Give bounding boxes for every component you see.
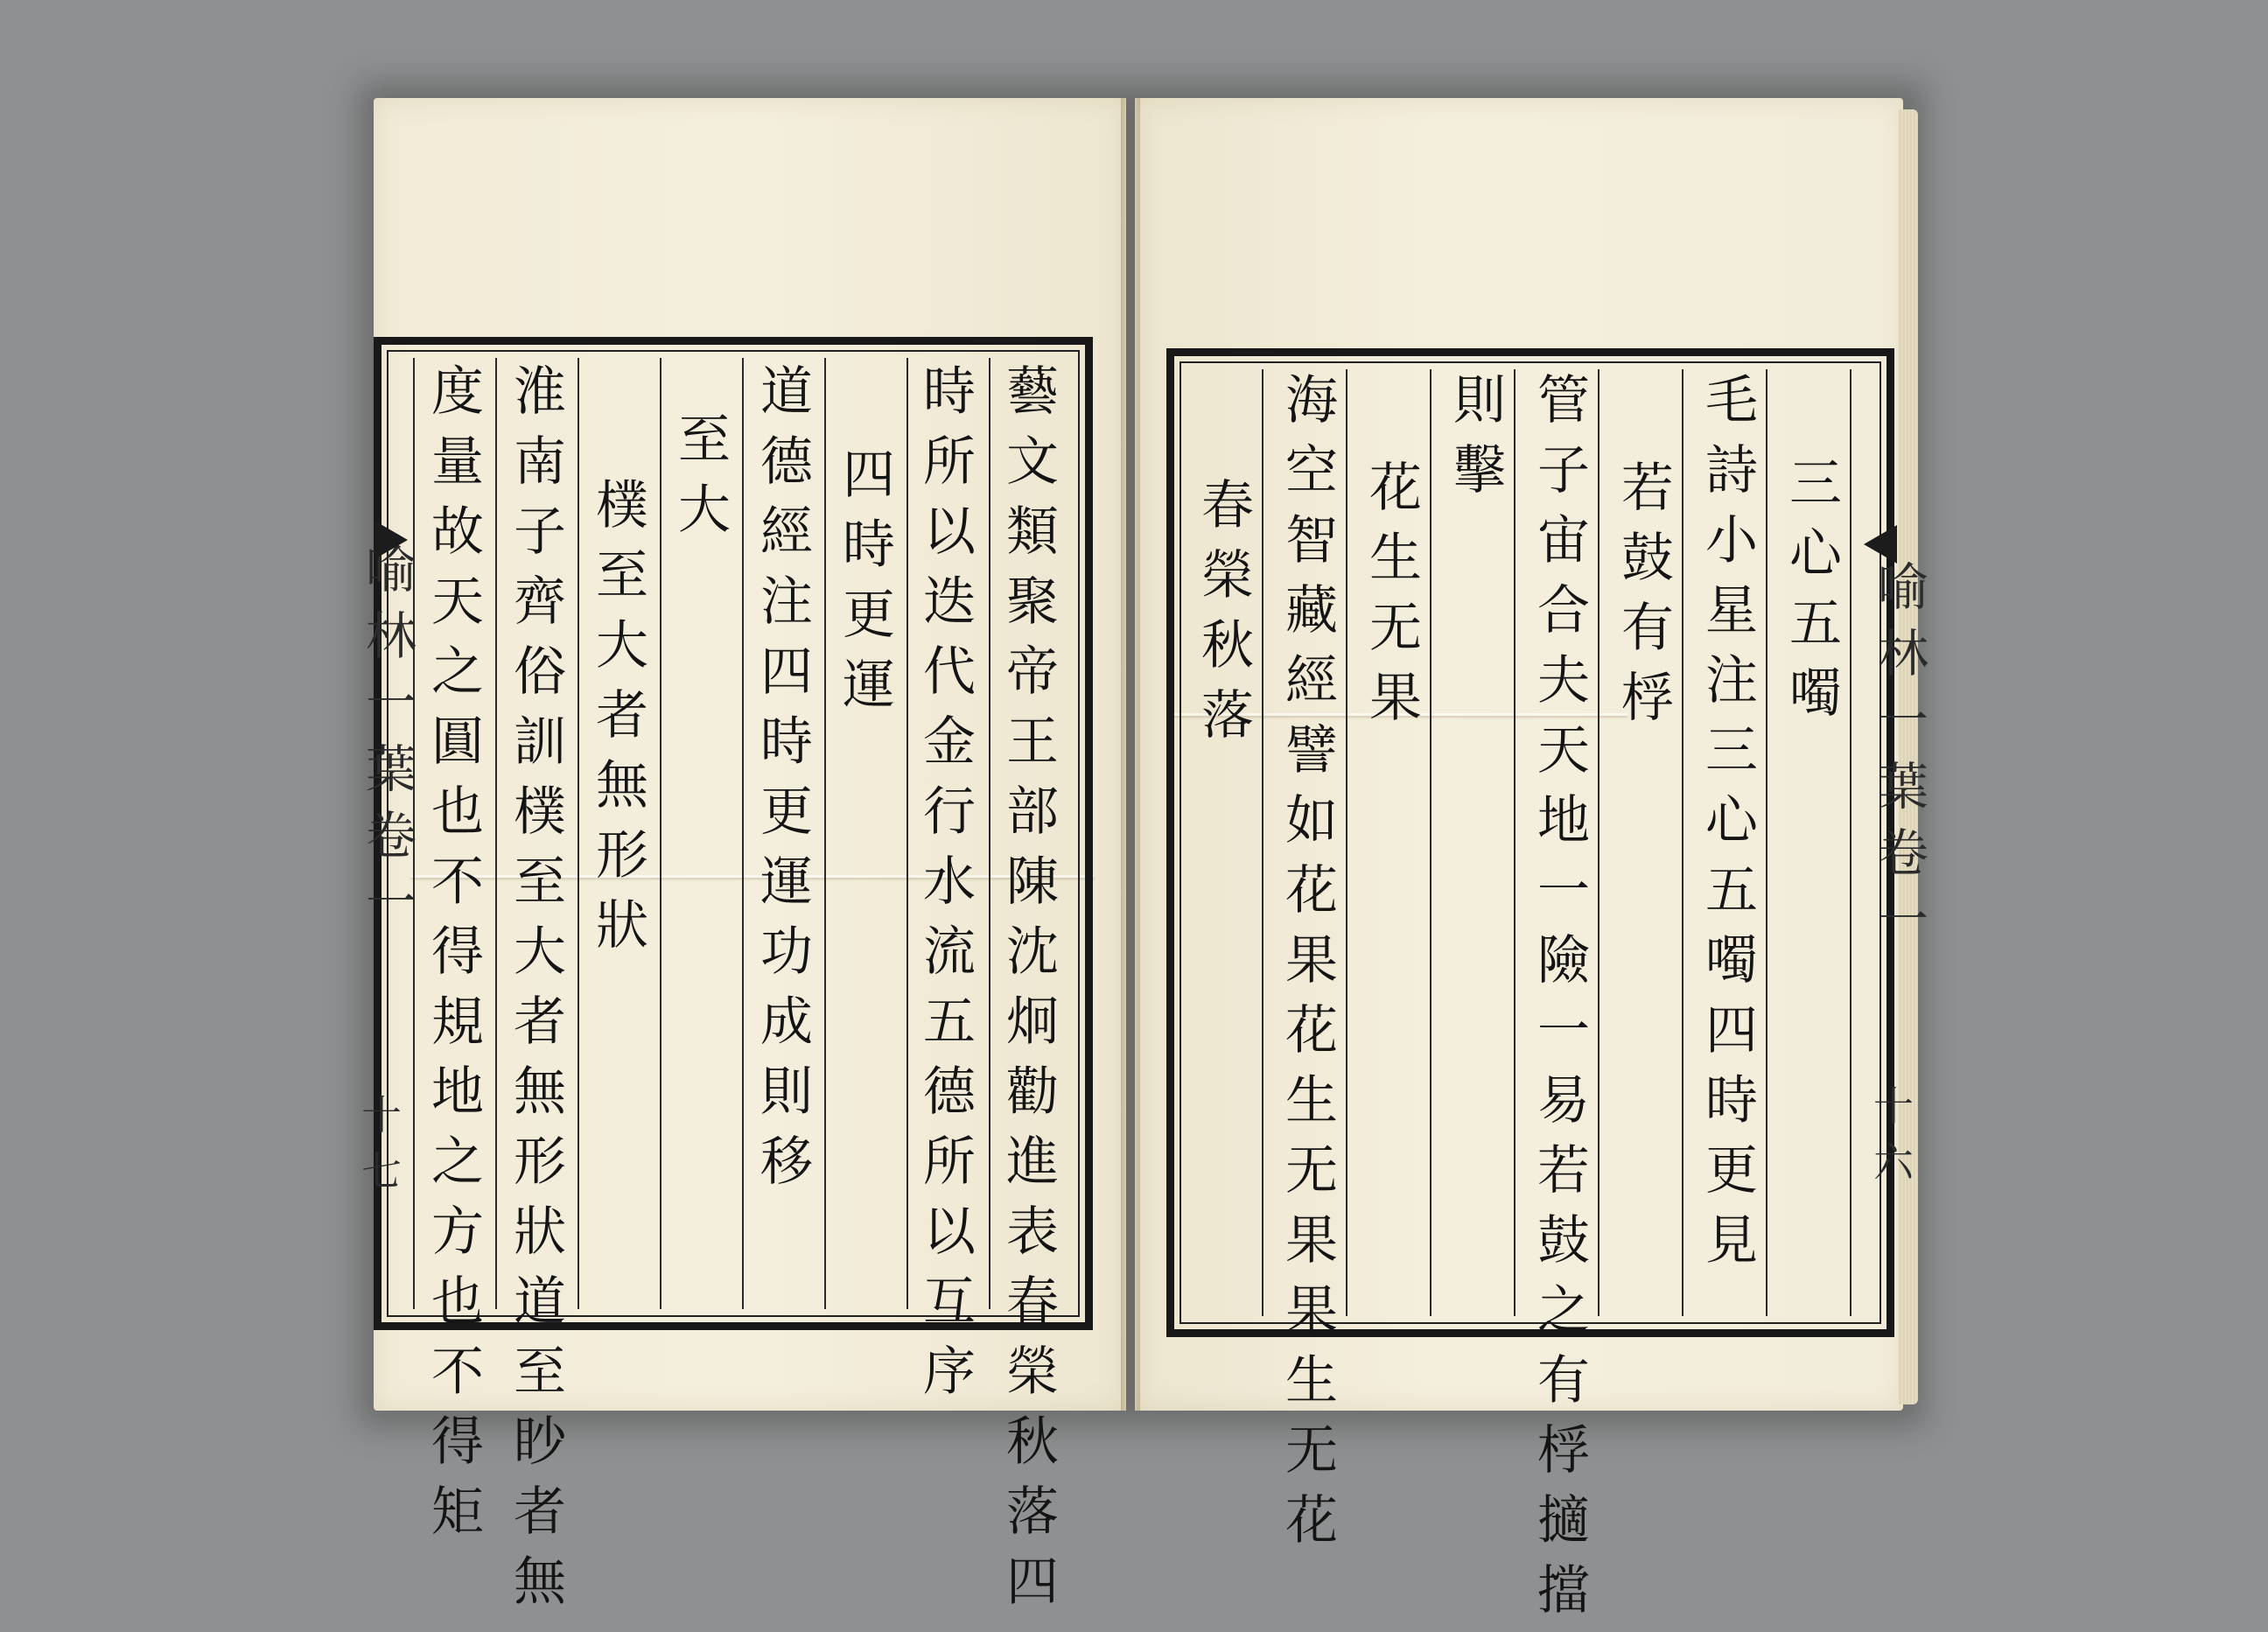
right-fold-label: 喻林一葉卷一 (1869, 560, 1928, 959)
text-column: 藝文類聚帝王部陳沈炯勸進表春榮秋落四 (998, 363, 1059, 1623)
left-page-number: 十七 (355, 1094, 402, 1206)
text-column: 花生无果 (1361, 459, 1422, 739)
text-column: 則擊 (1445, 372, 1506, 512)
text-column: 毛詩小星注三心五噣四時更見 (1697, 372, 1758, 1282)
fish-tail-marker (374, 521, 408, 559)
book-gutter (1121, 98, 1140, 1411)
text-column: 春榮秋落 (1193, 477, 1254, 757)
left-fold-label: 喻林一葉卷一 (357, 543, 416, 942)
text-column: 海空智藏經譬如花果花生无果果生无花 (1277, 372, 1338, 1562)
text-column: 度量故天之圓也不得規地之方也不得矩 (423, 363, 484, 1553)
text-column: 樸至大者無形狀 (587, 477, 648, 967)
right-page-number: 十六 (1867, 1085, 1914, 1197)
text-column: 至大 (669, 411, 731, 551)
fish-tail-marker (1864, 525, 1897, 564)
text-column: 道德經注四時更運功成則移 (752, 363, 813, 1203)
text-column: 若鼓有桴 (1613, 459, 1674, 739)
text-column: 四時更運 (834, 446, 895, 726)
text-column: 時所以迭代金行水流五德所以互序 (914, 363, 976, 1413)
text-column: 淮南子齊俗訓樸至大者無形狀道至眇者無 (505, 363, 566, 1623)
text-column: 三心五噣 (1781, 455, 1842, 735)
text-column: 管子宙合夫天地一險一易若鼓之有桴擿擋 (1529, 372, 1590, 1632)
